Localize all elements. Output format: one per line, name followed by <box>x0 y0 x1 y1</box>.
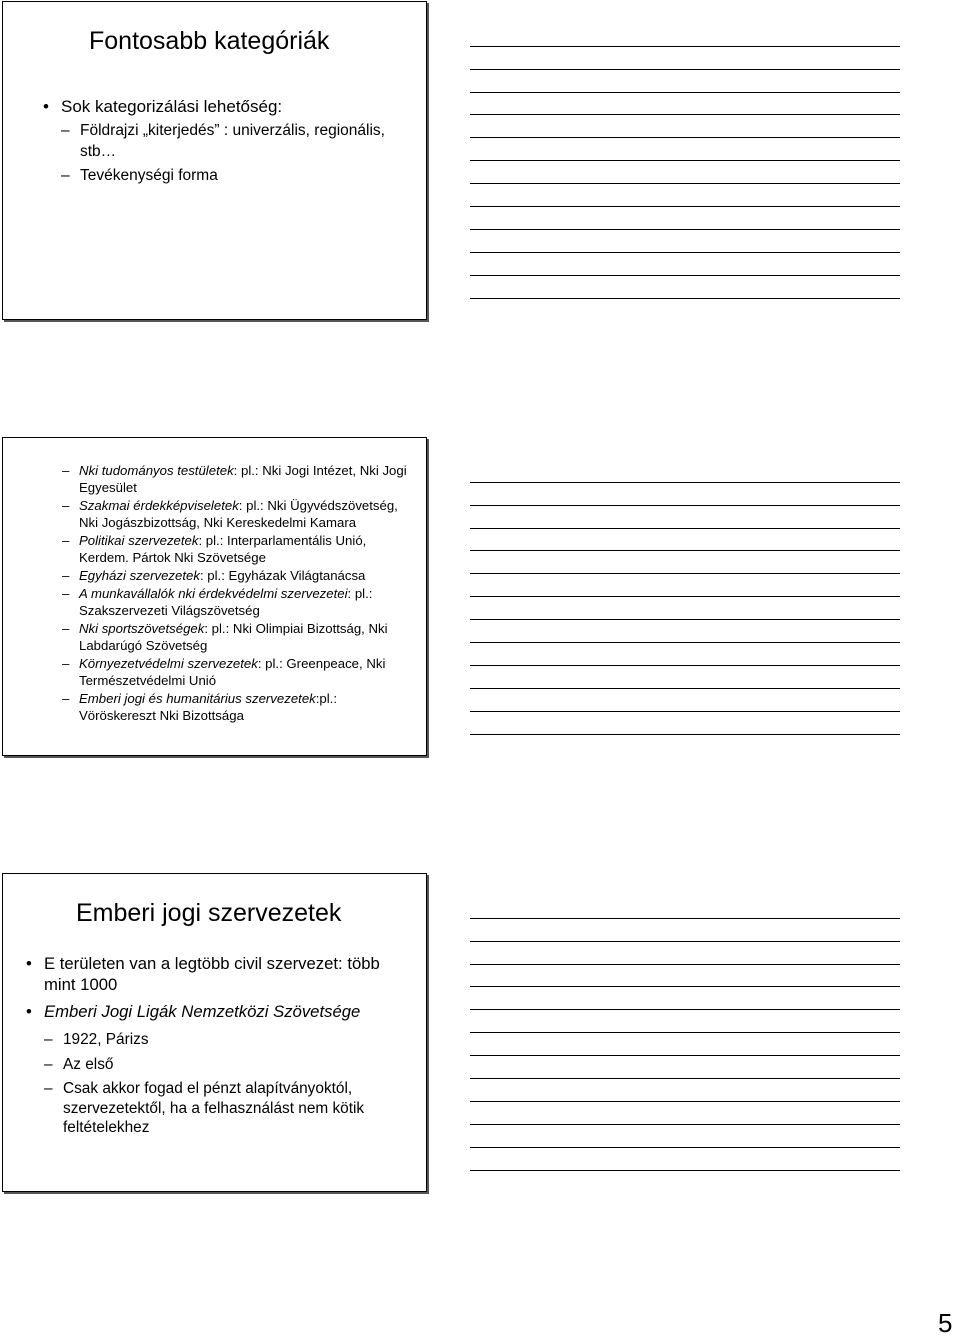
bullet-list <box>44 953 409 1144</box>
note-line <box>470 619 900 620</box>
note-line <box>470 734 900 735</box>
sub-bullet-item: – Csak akkor fogad el pénzt alapítványoktól, szervezetektől, ha a felhasználást nem kötik feltételekhez <box>63 1079 409 1138</box>
category-examples: : pl.: Egyházak Világtanácsa <box>199 568 366 583</box>
category-name: Környezetvédelmi szervezetek <box>79 656 258 671</box>
note-line <box>470 941 900 942</box>
note-line <box>470 1078 900 1079</box>
sub-bullet-item: – Tevékenységi forma <box>80 165 411 186</box>
note-line <box>470 918 900 919</box>
category-name: Emberi jogi és humanitárius szervezetek <box>79 691 316 706</box>
slide-title: Fontosabb kategóriák <box>89 27 330 55</box>
note-line <box>470 1170 900 1171</box>
note-line <box>470 711 900 712</box>
note-line <box>470 964 900 965</box>
note-line <box>470 1124 900 1125</box>
category-list <box>79 462 414 725</box>
category-name: Politikai szervezetek <box>79 533 199 548</box>
category-item <box>79 690 414 724</box>
category-examples: : pl.: Nki Olimpiai Bizottság, Nki Labdarúgó Szövetség <box>79 621 388 653</box>
category-examples: : pl.: Nki Ügyvédszövetség, Nki Jogászbizottság, Nki Kereskedelmi Kamara <box>79 498 398 530</box>
category-item <box>79 532 414 566</box>
sub-bullet-item: – Földrajzi „kiterjedés” : univerzális, regionális, stb… <box>80 120 411 162</box>
bullet-item: • E területen van a legtöbb civil szervezet: több mint 1000 <box>44 953 409 995</box>
note-line <box>470 229 900 230</box>
note-line <box>470 482 900 483</box>
bullet-item <box>61 96 411 186</box>
bullet-item <box>44 1001 409 1138</box>
note-line <box>470 665 900 666</box>
category-name: Nki sportszövetségek <box>79 621 205 636</box>
category-examples: :pl.: Vöröskereszt Nki Bizottsága <box>79 691 338 723</box>
slide-title: Emberi jogi szervezetek <box>76 899 342 927</box>
note-line <box>470 528 900 529</box>
note-line <box>470 596 900 597</box>
sub-bullet-list <box>80 120 411 186</box>
note-line <box>470 1055 900 1056</box>
note-line <box>470 1101 900 1102</box>
note-line <box>470 69 900 70</box>
note-line <box>470 46 900 47</box>
note-line <box>470 275 900 276</box>
note-line <box>470 550 900 551</box>
sub-bullet-item: – Az első <box>63 1055 409 1075</box>
category-examples: : pl.: Interparlamentális Unió, Kerdem. Pártok Nki Szövetsége <box>79 533 367 565</box>
note-line <box>470 688 900 689</box>
note-line <box>470 206 900 207</box>
note-line <box>470 160 900 161</box>
note-line <box>470 92 900 93</box>
note-line <box>470 1147 900 1148</box>
category-name: Egyházi szervezetek <box>79 568 200 583</box>
category-item <box>79 567 414 584</box>
note-line <box>470 986 900 987</box>
bullet-text: Emberi Jogi Ligák Nemzetközi Szövetsége <box>44 1002 361 1021</box>
note-line <box>470 114 900 115</box>
category-name: A munkavállalók nki érdekvédelmi szervezetei <box>79 586 348 601</box>
note-line <box>470 1009 900 1010</box>
note-line <box>470 298 900 299</box>
sub-bullet-item: – 1922, Párizs <box>63 1030 409 1050</box>
note-line <box>470 505 900 506</box>
note-line <box>470 573 900 574</box>
category-name: Nki tudományos testületek <box>79 463 234 478</box>
bullet-text: Sok kategorizálási lehetőség: <box>61 97 283 116</box>
category-examples: : pl.: Szakszervezeti Világszövetség <box>79 586 373 618</box>
slide-3 <box>2 873 427 1192</box>
category-item <box>79 655 414 689</box>
note-line <box>470 642 900 643</box>
sub-bullet-list <box>63 1030 409 1138</box>
note-line <box>470 137 900 138</box>
bullet-list <box>61 96 411 189</box>
note-line <box>470 1032 900 1033</box>
slide-2 <box>2 437 427 756</box>
note-line <box>470 183 900 184</box>
note-line <box>470 252 900 253</box>
page-number: 5 <box>938 1308 953 1338</box>
slide-1 <box>2 1 427 320</box>
category-item <box>79 497 414 531</box>
category-item <box>79 585 414 619</box>
category-item <box>79 620 414 654</box>
category-examples: : pl.: Greenpeace, Nki Természetvédelmi Unió <box>79 656 386 688</box>
category-item <box>79 462 414 496</box>
category-examples: : pl.: Nki Jogi Intézet, Nki Jogi Egyesület <box>79 463 407 495</box>
category-name: Szakmai érdekképviseletek <box>79 498 239 513</box>
